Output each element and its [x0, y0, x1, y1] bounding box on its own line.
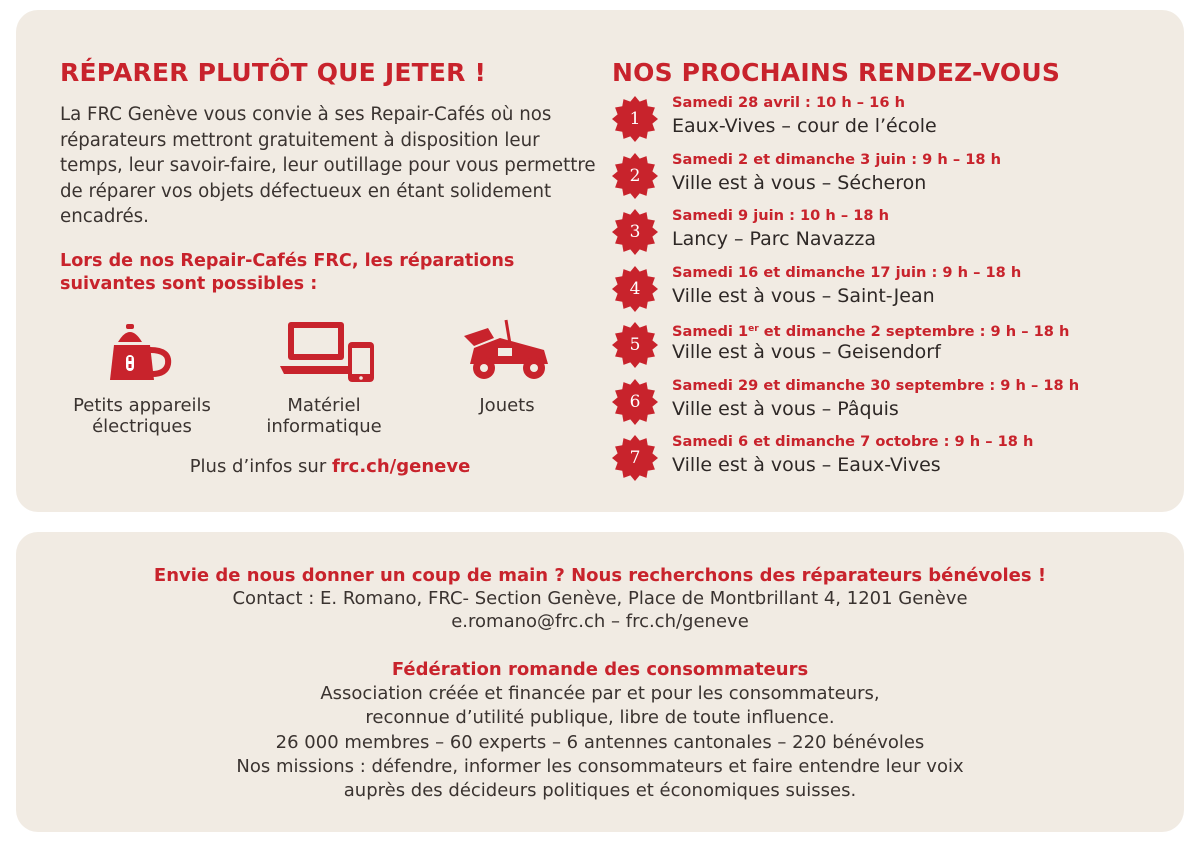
event-number: 7	[629, 448, 641, 468]
frc-heading: Fédération romande des consommateurs	[391, 659, 809, 680]
volunteer-heading: Envie de nous donner un coup de main ? Nous recherchons des réparateurs bénévoles !	[153, 565, 1047, 586]
computer-icon	[280, 320, 376, 384]
event-number: 3	[629, 222, 641, 242]
event-date: Samedi 1er et dimanche 2 septembre : 9 h – 18 h	[672, 323, 1070, 340]
intro-text: La FRC Genève vous convie à ses Repair-Cafés où nos réparateurs mettront gratuitement à disposition leur temps, leur savoir-faire, leur outillage pour vous permettre de réparer vos objets défectueux en étant solidement encadrés.	[60, 104, 596, 227]
number-badge-icon	[612, 96, 658, 142]
frc-line: reconnue d’utilité publique, libre de toute influence.	[365, 707, 835, 728]
event-number: 6	[629, 391, 641, 412]
event-number: 5	[629, 335, 641, 355]
repair-title: RÉPARER PLUTÔT QUE JETER !	[60, 58, 487, 87]
number-badge-icon	[612, 322, 658, 368]
more-info: Plus d’infos sur frc.ch/geneve	[189, 456, 471, 477]
category-small-appliances: Petits appareils électriques	[73, 395, 211, 437]
number-badge-icon	[612, 153, 658, 199]
event-date: Samedi 28 avril : 10 h – 16 h	[672, 94, 905, 111]
event-date: Samedi 2 et dimanche 3 juin : 9 h – 18 h	[672, 150, 1001, 168]
event-number: 2	[629, 165, 641, 186]
event-place: Ville est à vous – Sécheron	[672, 171, 927, 194]
category-it-equipment: Matériel informatique	[266, 395, 382, 437]
event-date: Samedi 29 et dimanche 30 septembre : 9 h – 18 h	[672, 376, 1080, 394]
kettle-icon	[110, 318, 176, 384]
event-date: Samedi 16 et dimanche 17 juin : 9 h – 18 h	[672, 263, 1022, 281]
event-number: 4	[629, 278, 641, 299]
toy-car-icon	[460, 318, 554, 386]
event-place: Ville est à vous – Pâquis	[672, 397, 899, 420]
event-date: Samedi 9 juin : 10 h – 18 h	[672, 207, 890, 224]
more-info-link[interactable]: frc.ch/geneve	[331, 456, 471, 477]
event-date: Samedi 6 et dimanche 7 octobre : 9 h – 18 h	[672, 433, 1034, 450]
event-place: Lancy – Parc Navazza	[672, 228, 876, 250]
frc-line: 26 000 membres – 60 experts – 6 antennes cantonales – 220 bénévoles	[275, 732, 925, 753]
event-place: Ville est à vous – Geisendorf	[672, 341, 941, 363]
frc-line: auprès des décideurs politiques et économiques suisses.	[343, 780, 857, 801]
possible-repairs-heading: Lors de nos Repair-Cafés FRC, les réparations suivantes sont possibles :	[60, 251, 515, 294]
frc-line: Association créée et financée par et pour les consommateurs,	[320, 683, 880, 704]
number-badge-icon	[612, 435, 658, 481]
number-badge-icon	[612, 379, 658, 425]
frc-line: Nos missions : défendre, informer les consommateurs et faire entendre leur voix	[236, 756, 964, 777]
event-number: 1	[629, 109, 641, 129]
event-place: Eaux-Vives – cour de l’école	[672, 115, 937, 137]
category-toys: Jouets	[479, 395, 535, 416]
contact-line: Contact : E. Romano, FRC- Section Genève, Place de Montbrillant 4, 1201 Genève	[232, 588, 968, 609]
number-badge-icon	[612, 266, 658, 312]
event-place: Ville est à vous – Saint-Jean	[672, 284, 935, 307]
number-badge-icon	[612, 209, 658, 255]
email-line[interactable]: e.romano@frc.ch – frc.ch/geneve	[451, 611, 749, 632]
events-title: NOS PROCHAINS RENDEZ-VOUS	[612, 58, 1061, 87]
event-place: Ville est à vous – Eaux-Vives	[672, 454, 941, 476]
